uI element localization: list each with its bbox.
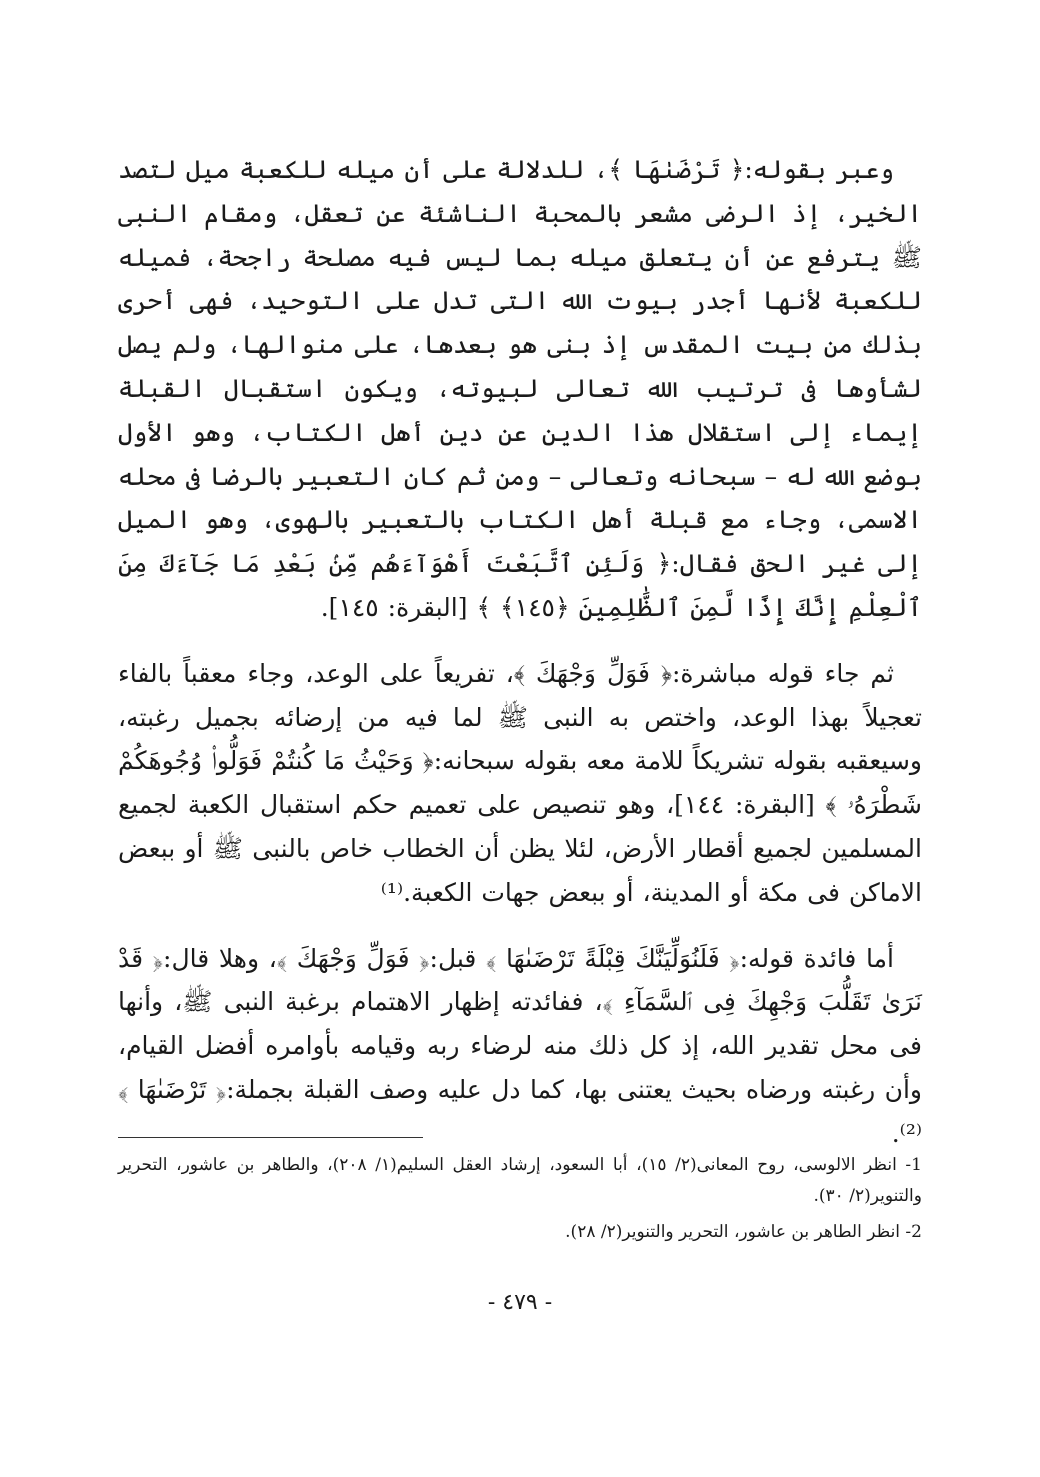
footnote-divider [118,1137,423,1138]
footnote-2: 2- انظر الطاهر بن عاشور، التحرير والتنوير(٢/ ٢٨). [565,1222,922,1242]
footnote-1: 1- انظر الالوسى، روح المعانى(٢/ ١٥)، أبا السعود، إرشاد العقل السليم(١/ ٢٠٨)، والطاهر بن عاشور، التحرير والتنوير(٢/ ٣٠). [118,1155,922,1206]
paragraph-3: أما فائدة قوله:﴿ فَلَنُوَلِّيَنَّكَ قِبْلَةً تَرْضَىٰهَا ﴾ قبل:﴿ فَوَلِّ وَجْهَكَ ﴾، وهلا قال:﴿ قَدْ نَرَىٰ تَقَلُّبَ وَجْهِكَ فِى ٱلسَّمَآءِ ﴾، ففائدته إظهار الاهتمام برغبة النبى ﷺ، وأنها فى محل تقدير الله، إذ كل ذلك منه لرضاء ربه وقيامه بأوامره أفضل القيام، وأن رغبته ورضاه بحيث يعتنى بها، كما دل عليه وصف القبلة بجملة:﴿ تَرْضَىٰهَا ﴾ ⁽²⁾. [118,943,922,1148]
paragraph-1: وعبر بقوله:﴿ تَرْضَىٰهَا ﴾، للدلالة على أن ميله للكعبة ميل لتصد الخير، إذ الرضى مشعر بالمحبة الناشئة عن تعقل، ومقام النبى ﷺ يترفع عن أن يتعلق ميله بما ليس فيه مصلحة راجحة، فميله للكعبة لأنها أجدر بيوت الله التى تدل على التوحيد، فهى أحرى بذلك من بيت المقدس إذ بنى هو بعدها، على منوالها، ولم يصل لشأوها فى ترتيب الله تعالى لبيوته، ويكون استقبال القبلة إيماء إلى استقلال هذا الدين عن دين أهل الكتاب، وهو الأول بوضع الله له – سبحانه وتعالى – ومن ثم كان التعبير بالرضا فى محله الاسمى، وجاء مع قبلة أهل الكتاب بالتعبير بالهوى، وهو الميل إلى غير الحق فقال:﴿ وَلَئِنِ ٱتَّبَعْتَ أَهْوَآءَهُم مِّنۢ بَعْدِ مَا جَآءَكَ مِنَ ٱلْعِلْمِ إِنَّكَ إِذًا لَّمِنَ ٱلظَّٰلِمِينَ ﴿١٤٥﴾ ﴾ [البقرة: ١٤٥]. [118,155,922,622]
main-text [118,148,922,1178]
footnotes [118,1150,922,1253]
page-number: - ٤٧٩ - [487,1290,553,1315]
paragraph-2: ثم جاء قوله مباشرة:﴿ فَوَلِّ وَجْهَكَ ﴾، تفريعاً على الوعد، وجاء معقباً بالفاء تعجيلاً بهذا الوعد، واختص به النبى ﷺ لما فيه من إرضائه بجميل رغبته، وسيعقبه بقوله تشريكاً للامة معه بقوله سبحانه:﴿ وَحَيْثُ مَا كُنتُمْ فَوَلُّوا۟ وُجُوهَكُمْ شَطْرَهُۥ ﴾ [البقرة: ١٤٤]، وهو تنصيص على تعميم حكم استقبال الكعبة لجميع المسلمين لجميع أقطار الأرض، لئلا يظن أن الخطاب خاص بالنبى ﷺ أو ببعض الاماكن فى مكة أو المدينة، أو ببعض جهات الكعبة.⁽¹⁾ [118,658,922,907]
